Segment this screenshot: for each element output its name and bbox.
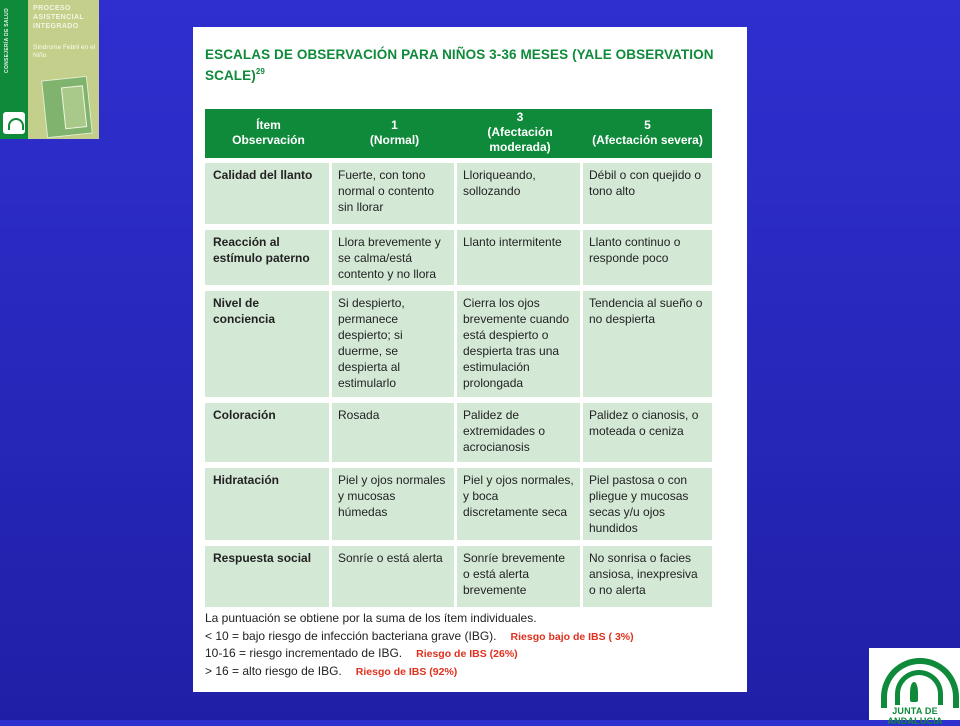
header-score-1	[332, 109, 457, 158]
risk-note-mid: Riesgo de IBS (26%)	[416, 648, 518, 660]
header-score-1-label: (Normal)	[369, 132, 420, 147]
row-cell-severe: Piel pastosa o con pliegue y mucosas secas y/u ojos hundidos	[583, 468, 712, 546]
header-item-line1: Ítem	[256, 117, 281, 132]
row-cell-severe: No sonrisa o facies ansiosa, inexpresiva o no alerta	[583, 546, 712, 613]
row-cell-normal: Rosada	[332, 403, 457, 468]
row-cell-severe: Tendencia al sueño o no despierta	[583, 291, 712, 403]
cover-strip-label: CONSEJERÍA DE SALUD	[4, 8, 10, 73]
row-cell-moderate: Cierra los ojos brevemente cuando está despierto o despierta tras una estimulación prolongada	[457, 291, 583, 403]
junta-de-andalucia-logo	[869, 648, 960, 726]
book-cover-thumbnail	[0, 0, 99, 139]
row-cell-moderate: Llanto intermitente	[457, 230, 583, 291]
header-score-1-value: 1	[391, 117, 398, 132]
table-row	[205, 230, 712, 291]
table-row	[205, 163, 712, 230]
yale-observation-table	[205, 109, 712, 613]
row-cell-normal: Sonríe o está alerta	[332, 546, 457, 613]
row-cell-severe: Llanto continuo o responde poco	[583, 230, 712, 291]
logo-text: JUNTA DE ANDALUCIA	[887, 706, 943, 726]
table-row	[205, 291, 712, 403]
scoring-line	[205, 628, 735, 646]
header-score-5	[583, 109, 712, 158]
header-score-5-value: 5	[644, 117, 651, 132]
junta-emblem-icon	[3, 112, 25, 134]
logo-leaf-icon	[910, 682, 918, 702]
scoring-line	[205, 663, 735, 681]
scoring-high: > 16 = alto riesgo de IBG.	[205, 663, 342, 678]
cover-title: PROCESO ASISTENCIAL INTEGRADO	[33, 5, 84, 30]
row-item-label: Calidad del llanto	[205, 163, 332, 230]
table-row	[205, 403, 712, 468]
row-cell-moderate: Palidez de extremidades o acrocianosis	[457, 403, 583, 468]
header-score-3-value: 3	[516, 110, 524, 124]
scoring-notes	[205, 610, 735, 680]
row-item-label: Respuesta social	[205, 546, 332, 613]
scoring-low: < 10 = bajo riesgo de infección bacteriana grave (IBG).	[205, 628, 497, 643]
table-header-row	[205, 109, 712, 158]
scoring-intro: La puntuación se obtiene por la suma de los ítem individuales.	[205, 611, 537, 625]
table-row	[205, 546, 712, 613]
row-cell-moderate: Sonríe brevemente o está alerta brevemente	[457, 546, 583, 613]
row-cell-severe: Débil o con quejido o tono alto	[583, 163, 712, 230]
risk-note-low: Riesgo bajo de IBS ( 3%)	[510, 630, 634, 643]
risk-note-high: Riesgo de IBS (92%)	[355, 665, 458, 678]
row-item-label: Hidratación	[205, 468, 332, 546]
row-cell-normal: Fuerte, con tono normal o contento sin llorar	[332, 163, 457, 230]
header-score-3	[457, 109, 583, 158]
document-title-text: ESCALAS DE OBSERVACIÓN PARA NIÑOS 3-36 MESES (YALE OBSERVATION SCALE)	[205, 47, 714, 83]
row-cell-normal: Si despierto, permanece despierto; si duerme, se despierta al estimularlo	[332, 291, 457, 403]
document-title	[205, 46, 735, 84]
document-page	[193, 27, 747, 692]
header-item-line2: Observación	[232, 132, 305, 147]
header-item	[205, 109, 332, 158]
header-score-5-label: (Afectación severa)	[592, 132, 703, 147]
row-cell-normal: Llora brevemente y se calma/está contento y no llora	[332, 230, 457, 291]
scoring-line	[205, 645, 735, 663]
cover-subtitle: Síndrome Febril en el Niño	[33, 44, 96, 59]
row-item-label: Reacción al estímulo paterno	[205, 230, 332, 291]
title-reference: 29	[255, 67, 265, 76]
cover-book-illustration	[41, 76, 93, 138]
scoring-line	[205, 610, 735, 628]
row-cell-moderate: Lloriqueando, sollozando	[457, 163, 583, 230]
row-cell-severe: Palidez o cianosis, o moteada o ceniza	[583, 403, 712, 468]
row-cell-moderate: Piel y ojos normales, y boca discretamente seca	[457, 468, 583, 546]
table-row	[205, 468, 712, 546]
row-cell-normal: Piel y ojos normales y mucosas húmedas	[332, 468, 457, 546]
row-item-label: Coloración	[205, 403, 332, 468]
header-score-3-label: (Afectación moderada)	[487, 125, 553, 154]
scoring-mid: 10-16 = riesgo incrementado de IBG.	[205, 646, 403, 660]
row-item-label: Nivel de conciencia	[205, 291, 332, 403]
